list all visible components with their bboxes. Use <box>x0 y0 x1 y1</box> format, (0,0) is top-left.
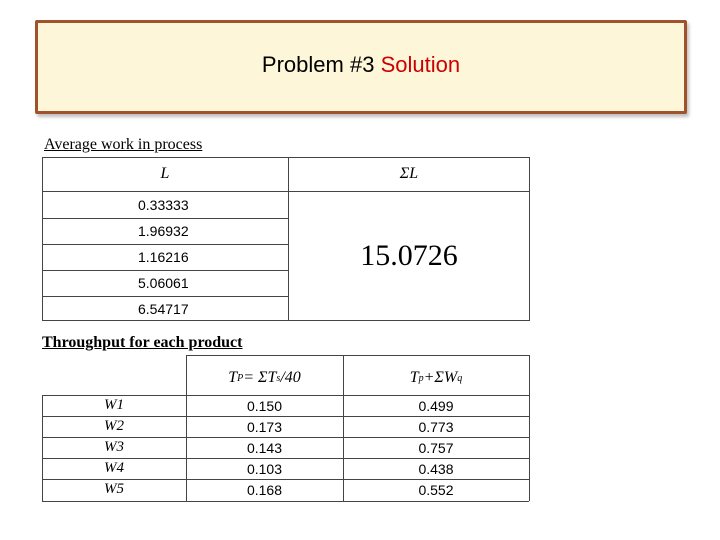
throughput-col-total: T p +ΣW q <box>409 369 463 386</box>
throughput-table <box>42 355 529 503</box>
table-row <box>42 416 529 437</box>
wip-table <box>42 157 530 321</box>
table-row <box>42 437 529 458</box>
row-tp: 0.143 <box>246 440 283 456</box>
row-label: W4 <box>104 460 124 476</box>
row-total: 0.552 <box>418 482 454 498</box>
heading-average-wip: Average work in process <box>44 136 203 153</box>
row-label: W2 <box>104 418 124 434</box>
row-tp: 0.103 <box>246 461 283 477</box>
title-accent: Solution <box>380 52 461 77</box>
heading-throughput: Throughput for each product <box>42 334 243 351</box>
title-box <box>35 20 687 114</box>
row-total: 0.773 <box>418 419 454 435</box>
wip-row-rule <box>42 244 288 245</box>
row-label: W5 <box>104 481 124 497</box>
wip-col-sumL: ΣL <box>399 165 419 182</box>
slide-title <box>262 52 460 78</box>
row-total: 0.438 <box>418 461 454 477</box>
throughput-bottom-rule <box>42 501 529 502</box>
title-main: Problem #3 <box>261 52 375 77</box>
row-tp: 0.173 <box>246 419 283 435</box>
row-label: W3 <box>104 439 124 455</box>
wip-value: 0.33333 <box>138 197 189 213</box>
wip-value: 1.16216 <box>138 249 189 265</box>
throughput-col-tp: T P = ΣT s /40 <box>228 369 301 386</box>
wip-col-L: L <box>160 165 170 182</box>
wip-row-rule <box>42 296 288 297</box>
wip-row-rule <box>42 218 288 219</box>
row-total: 0.499 <box>418 398 454 414</box>
table-row <box>42 479 529 500</box>
wip-value: 5.06061 <box>138 275 189 291</box>
wip-sum: 15.0726 <box>360 239 458 272</box>
wip-row-rule <box>42 270 288 271</box>
row-label: W1 <box>104 397 124 413</box>
row-tp: 0.150 <box>246 398 283 414</box>
table-row <box>42 395 529 416</box>
row-tp: 0.168 <box>246 482 283 498</box>
wip-value: 6.54717 <box>138 301 189 317</box>
wip-value: 1.96932 <box>138 223 189 239</box>
table-row <box>42 458 529 479</box>
throughput-top-rule <box>186 355 529 356</box>
throughput-right-rule <box>529 355 530 501</box>
row-total: 0.757 <box>418 440 454 456</box>
